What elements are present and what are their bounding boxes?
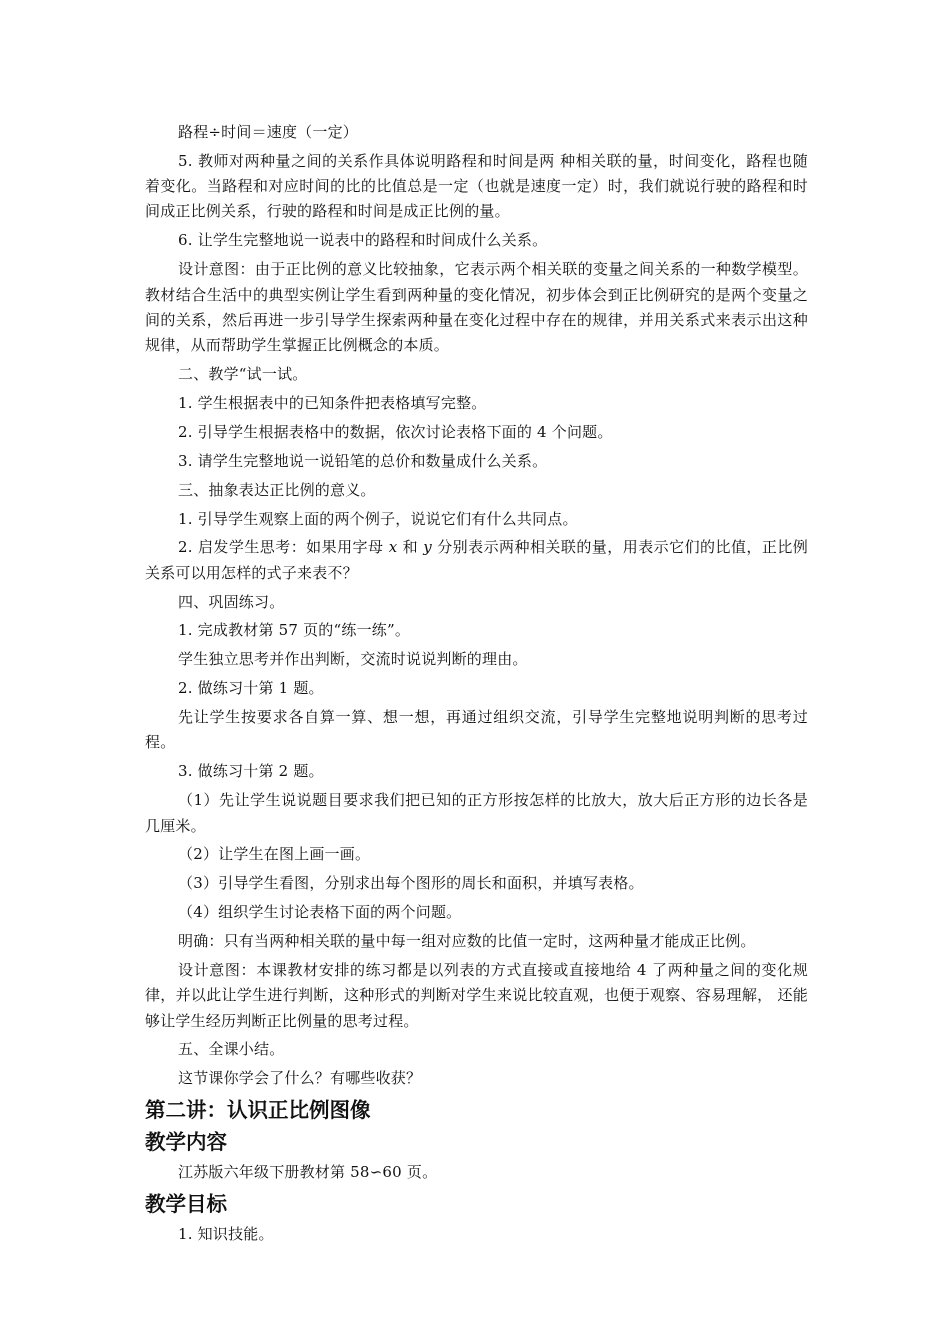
paragraph: 这节课你学会了什么？有哪些收获？ <box>178 1069 422 1088</box>
lecture-heading: 第二讲：认识正比例图像 <box>145 1098 371 1123</box>
paragraph: 先让学生按要求各自算一算、想一想，再通过组织交流，引导学生完整地说明判断的思考过程。 <box>145 708 808 752</box>
paragraph: 设计意图：本课教材安排的练习都是以列表的方式直接或直接地给 4 了两种量之间的变化规律，并以此让学生进行判断，这种形式的判断对学生来说比较直观，也便于观察、容易理解， 还能够让学生经历判断正比例量的思考过程。 <box>145 960 808 1030</box>
paragraph: 1. 知识技能。 <box>178 1225 274 1244</box>
teaching-goals-heading: 教学目标 <box>145 1192 227 1217</box>
paragraph: （1）先让学生说说题目要求我们把已知的正方形按怎样的比放大，放大后正方形的边长各是几厘米。 <box>145 791 808 835</box>
text-segment: 分别表示两种相关联的量，用表示它们的比值，正比例关系可以用怎样的式子来表不？ <box>145 538 808 582</box>
paragraph: （3）引导学生看图，分别求出每个图形的周长和面积，并填写表格。 <box>178 874 644 893</box>
teaching-content-heading: 教学内容 <box>145 1130 227 1155</box>
paragraph: 1. 引导学生观察上面的两个例子，说说它们有什么共同点。 <box>178 509 578 528</box>
paragraph: 路程÷时间＝速度（一定） <box>178 123 358 141</box>
section-heading: 五、全课小结。 <box>178 1040 285 1059</box>
paragraph: 3. 请学生完整地说一说铅笔的总价和数量成什么关系。 <box>178 451 548 470</box>
text-segment: 2. 启发学生思考：如果用字母 <box>178 538 389 557</box>
paragraph: （2）让学生在图上画一画。 <box>178 845 371 864</box>
paragraph: 5. 教师对两种量之间的关系作具体说明路程和时间是两 种相关联的量，时间变化，路程也随着变化。当路程和对应时间的比的比值总是一定（也就是速度一定）时，我们就说行驶的路程和时间成正比例关系，行驶的路程和时间是成正比例的量。 <box>145 151 808 221</box>
section-heading: 四、巩固练习。 <box>178 592 285 611</box>
paragraph: 2. 引导学生根据表格中的数据，依次讨论表格下面的 4 个问题。 <box>178 422 613 441</box>
section-heading: 二、教学“试一试。 <box>178 365 308 384</box>
paragraph-xy <box>145 535 808 586</box>
variable-y: y <box>423 538 432 557</box>
paragraph: 1. 学生根据表中的已知条件把表格填写完整。 <box>178 393 487 412</box>
text-segment: 和 <box>397 538 424 557</box>
paragraph: 2. 做练习十第 1 题。 <box>178 679 324 698</box>
paragraph: 1. 完成教材第 57 页的“练一练”。 <box>178 621 411 640</box>
paragraph: 3. 做练习十第 2 题。 <box>178 762 324 781</box>
paragraph: 设计意图：由于正比例的意义比较抽象，它表示两个相关联的变量之间关系的一种数学模型。教材结合生活中的典型实例让学生看到两种量的变化情况，初步体会到正比例研究的是两个变量之间的关系，然后再进一步引导学生探索两种量在变化过程中存在的规律，并用关系式来表示出这种规律，从而帮助学生掌握正比例概念的本质。 <box>145 260 808 355</box>
paragraph: 江苏版六年级下册教材第 58∽60 页。 <box>178 1163 438 1182</box>
paragraph: 6. 让学生完整地说一说表中的路程和时间成什么关系。 <box>178 231 548 250</box>
section-heading: 三、抽象表达正比例的意义。 <box>178 480 376 499</box>
document-body <box>145 120 808 1251</box>
variable-x: x <box>388 538 398 557</box>
paragraph: 学生独立思考并作出判断，交流时说说判断的理由。 <box>178 650 528 669</box>
paragraph: （4）组织学生讨论表格下面的两个问题。 <box>178 903 462 922</box>
paragraph: 明确：只有当两种相关联的量中每一组对应数的比值一定时，这两种量才能成正比例。 <box>178 932 756 951</box>
